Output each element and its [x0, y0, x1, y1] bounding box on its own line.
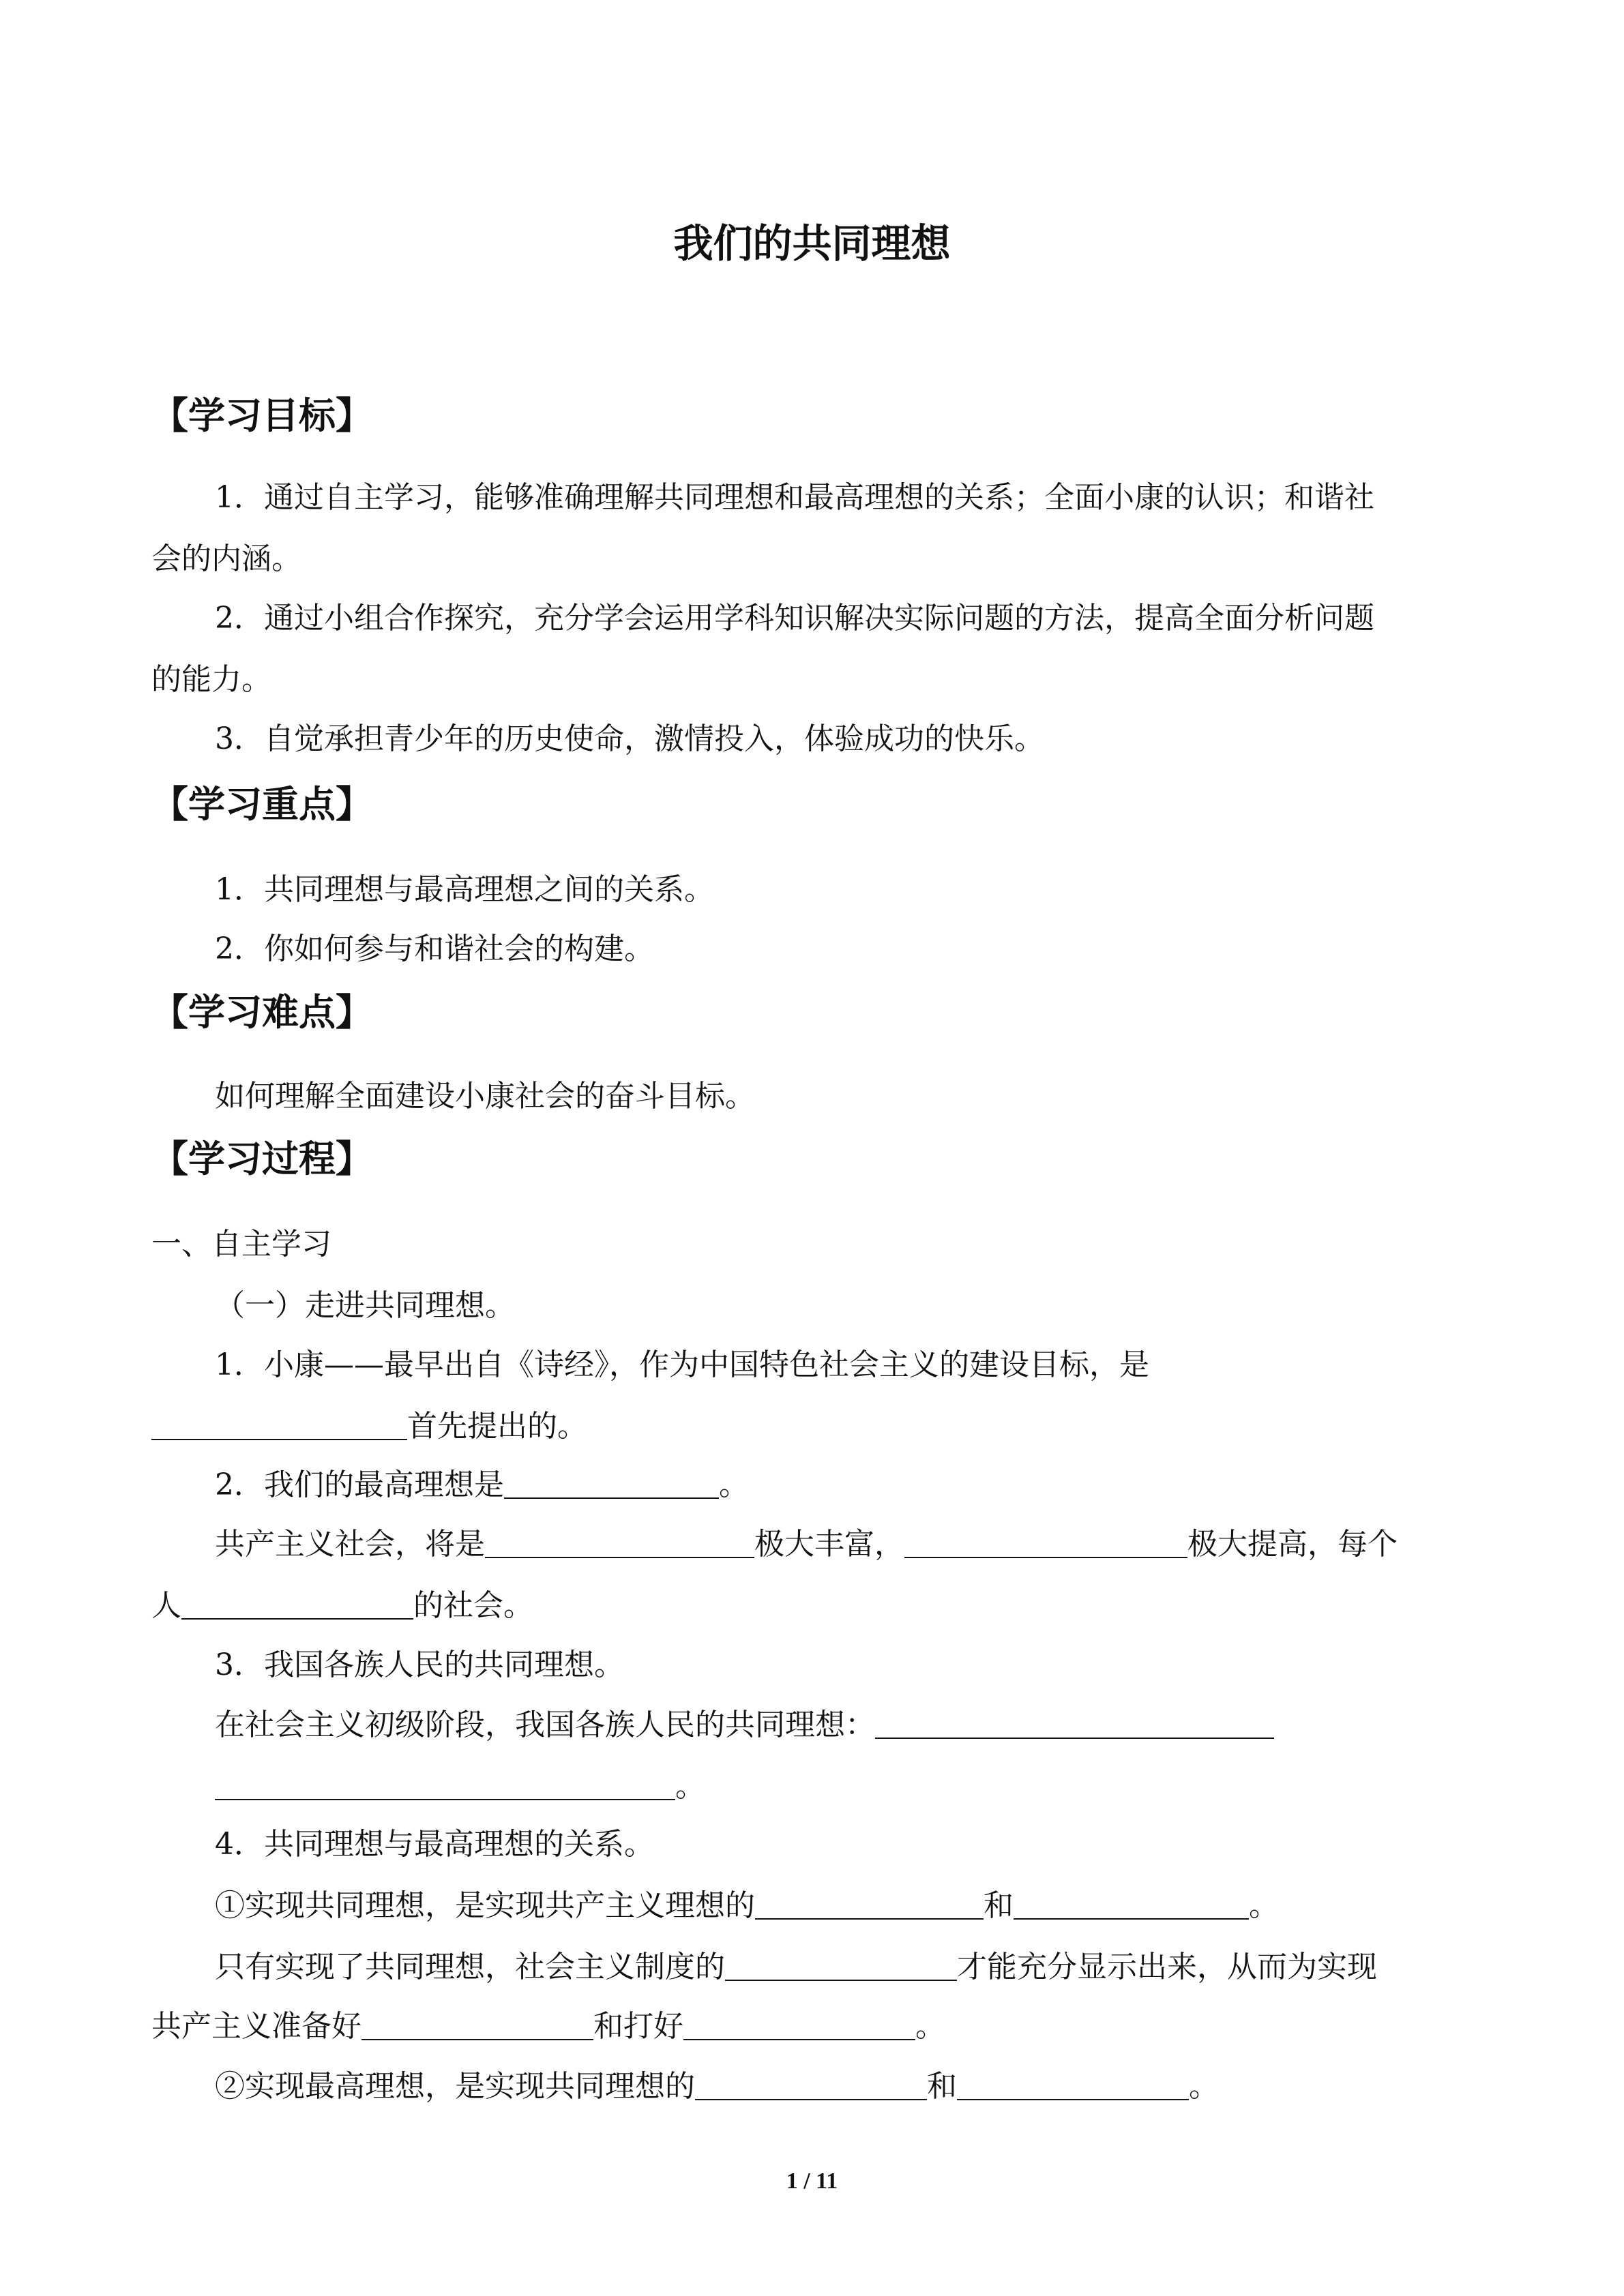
question-4-line2: 只有实现了共同理想，社会主义制度的 才能充分显示出来，从而为实现 [215, 1950, 1377, 1984]
fill-blank[interactable] [151, 1409, 407, 1440]
fill-blank[interactable] [695, 2069, 927, 2100]
question-3: 3．我国各族人民的共同理想。 [215, 1648, 624, 1682]
fill-blank[interactable] [755, 1888, 984, 1920]
difficulty-1: 如何理解全面建设小康社会的奋斗目标。 [215, 1079, 755, 1114]
page-title: 我们的共同理想 [673, 220, 951, 267]
question-4-line1: ①实现共同理想，是实现共产主义理想的 和 。 [215, 1888, 1279, 1923]
question-2-line3: 人 的社会。 [151, 1588, 533, 1623]
fill-blank[interactable] [683, 2009, 915, 2040]
heading-key-points: 【学习重点】 [151, 783, 372, 826]
question-3-line2: 。 [215, 1766, 705, 1807]
question-4-line4: ②实现最高理想，是实现共同理想的 和 。 [215, 2069, 1219, 2104]
question-1-line2: 首先提出的。 [151, 1406, 587, 1447]
objective-1-line1: 1．通过自主学习，能够准确理解共同理想和最高理想的关系；全面小康的认识；和谐社 [215, 480, 1374, 515]
objective-2-line1: 2．通过小组合作探究，充分学会运用学科知识解决实际问题的方法，提高全面分析问题 [215, 601, 1374, 636]
fill-blank[interactable] [181, 1588, 413, 1620]
question-4: 4．共同理想与最高理想的关系。 [215, 1827, 654, 1862]
objective-1-line2: 会的内涵。 [151, 541, 301, 576]
fill-blank[interactable] [361, 2009, 593, 2040]
objective-3: 3．自觉承担青少年的历史使命，激情投入，体验成功的快乐。 [215, 721, 1044, 756]
fill-blank[interactable] [957, 2069, 1189, 2100]
question-2-line1: 2．我们的最高理想是 。 [215, 1467, 749, 1502]
objective-2-line2: 的能力。 [151, 662, 271, 697]
subpart-common-ideal: （一）走进共同理想。 [215, 1288, 515, 1323]
heading-process: 【学习过程】 [151, 1137, 372, 1180]
fill-blank[interactable] [215, 1769, 675, 1800]
question-1-line1: 1．小康——最早出自《诗经》，作为中国特色社会主义的建设目标，是 [215, 1347, 1149, 1382]
heading-difficulties: 【学习难点】 [151, 991, 372, 1034]
part-self-study: 一、自主学习 [151, 1227, 331, 1262]
question-4-line3: 共产主义准备好 和打好 。 [151, 2009, 945, 2044]
key-point-2: 2．你如何参与和谐社会的构建。 [215, 931, 654, 966]
fill-blank[interactable] [1014, 1888, 1249, 1920]
fill-blank[interactable] [725, 1950, 957, 1981]
page-number: 1 / 11 [786, 2168, 838, 2194]
fill-blank[interactable] [485, 1527, 754, 1558]
heading-objectives: 【学习目标】 [151, 394, 372, 437]
question-3-line1: 在社会主义初级阶段，我国各族人民的共同理想： [215, 1705, 1274, 1746]
question-2-line2: 共产主义社会，将是 极大丰富， 极大提高，每个 [215, 1527, 1398, 1562]
fill-blank[interactable] [504, 1467, 719, 1499]
key-point-1: 1．共同理想与最高理想之间的关系。 [215, 872, 714, 907]
fill-blank[interactable] [904, 1527, 1187, 1558]
fill-blank[interactable] [875, 1708, 1274, 1739]
